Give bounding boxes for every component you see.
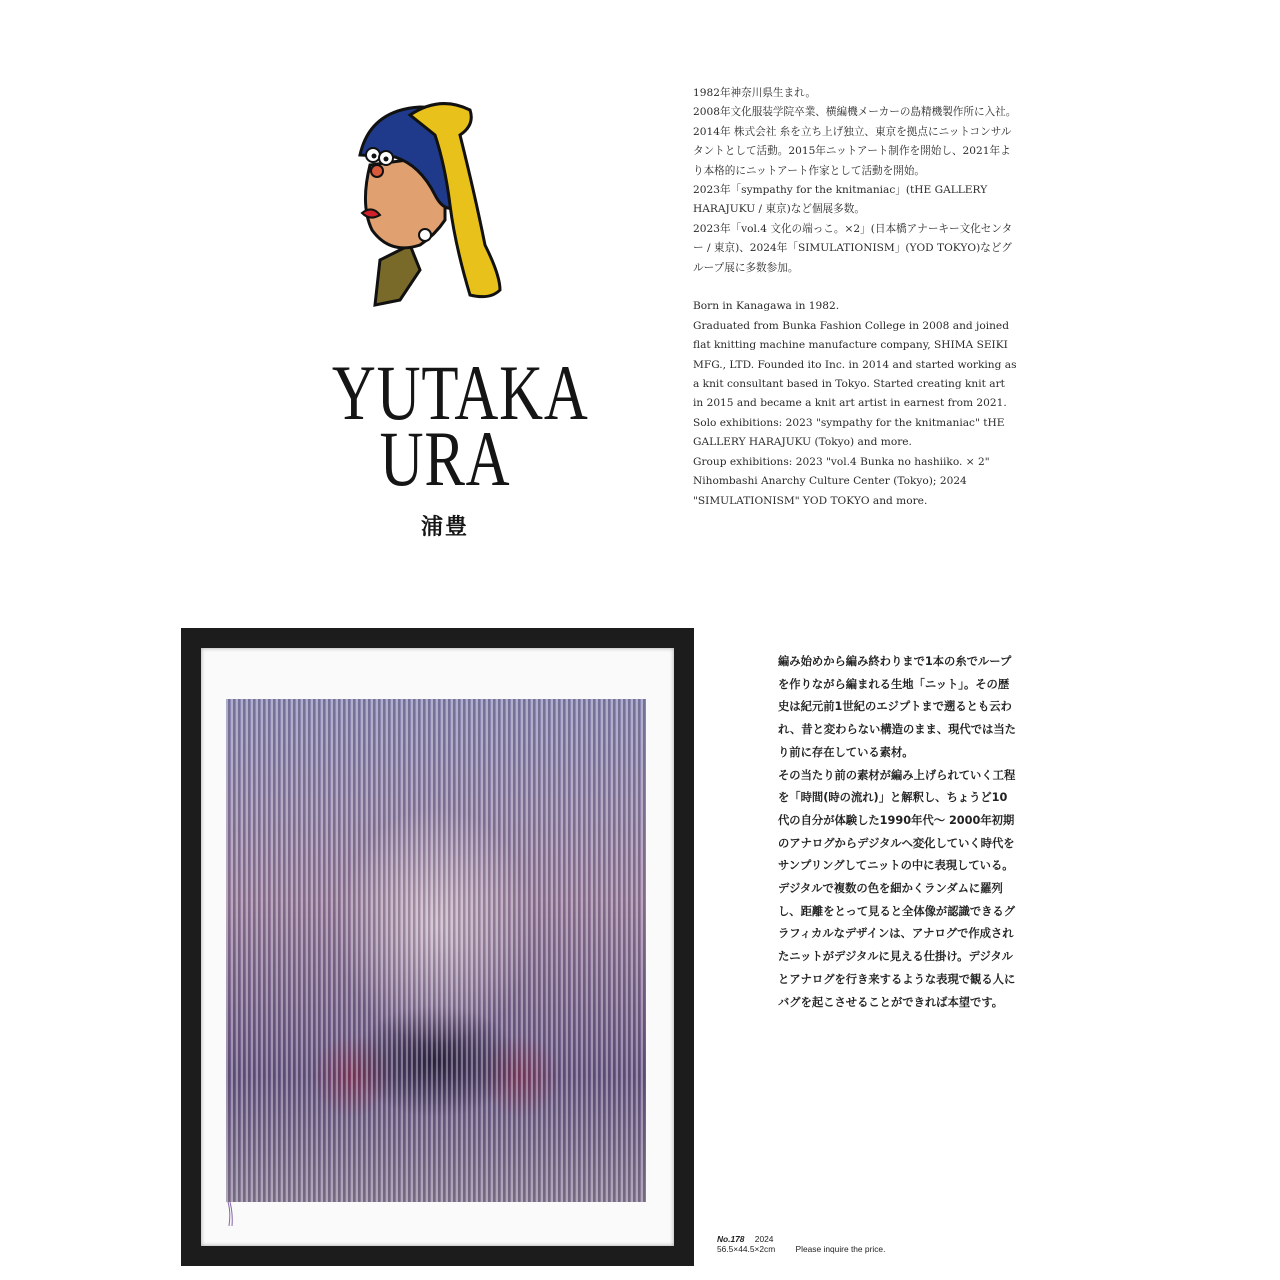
artist-name-kanji: 浦豊 [420,515,469,540]
loose-thread-icon [226,1202,234,1226]
artwork-number: No.178 [717,1234,745,1244]
bio-en-line: Group exhibitions: 2023 "vol.4 Bunka no hashiiko. × 2" Nihombashi Anarchy Culture Center (Tokyo); 2024 "SIMULATIONISM" YOD TOKYO and more. [693,455,990,507]
artwork-price: Please inquire the price. [795,1244,886,1254]
artist-name [331,349,589,502]
statement-paragraph: デジタルで複数の色を細かくランダムに羅列し、距離をとって見ると全体像が認識できるグラフィカルなデザインは、アナログで作成されたニットがデジタルに見える仕掛け。デジタルとアナログを行き来するような表現で観る人にバグを起こさせることができれば本望です。 [778,882,1016,1009]
bio-ja-line: 2023年「vol.4 文化の端っこ。×2」(日本橋アナーキー文化センター / 東京)、2024年「SIMULATIONISM」(YOD TOKYO)などグループ展に多数参加。 [693,222,1013,274]
artwork-caption [717,1234,885,1254]
artist-name-line1: YUTAKA [331,349,589,436]
knit-artwork-image [226,699,646,1202]
statement-paragraph: 編み始めから編み終わりまで1本の糸でループを作りながら編まれる生地「ニット」。その歴史は紀元前1世紀のエジプトまで遡るとも云われ、昔と変わらない構造のまま、現代では当たり前に存在している素材。 [778,655,1016,759]
artwork-frame [181,628,694,1266]
portrait-illustration [350,95,520,310]
artist-bio [693,84,1018,511]
bio-ja-line: 2023年「sympathy for the knitmaniac」(tHE GALLERY HARAJUKU / 東京)など個展多数。 [693,184,988,216]
bio-ja-line: 2008年文化服装学院卒業、横編機メーカーの島精機製作所に入社。2014年 株式会社 糸を立ち上げ独立、東京を拠点にニットコンサルタントとして活動。2015年ニットアート制作を開始し、2021年より本格的にニットアート作家として活動を開始。 [693,106,1017,177]
bio-ja-line: 1982年神奈川県生まれ。 [693,87,816,99]
artwork-size: 56.5×44.5×2cm [717,1244,776,1254]
artwork-year: 2024 [754,1234,774,1244]
bio-en-line: Graduated from Bunka Fashion College in 2008 and joined flat knitting machine manufacture company, SHIMA SEIKI MFG., LTD. Founded ito Inc. in 2014 and started working as a knit consultant based in Tokyo. Started creating knit art in 2015 and became a knit art artist in earnest from 2021. [693,319,1017,410]
artist-statement [778,651,1018,1014]
artist-name-line2: URA [379,415,511,502]
statement-paragraph: その当たり前の素材が編み上げられていく工程を「時間(時の流れ)」と解釈し、ちょうど10代の自分が体験した1990年代〜 2000年初期のアナログからデジタルへ変化していく時代をサンプリングしてニットの中に表現している。 [778,768,1016,873]
bio-en-line: Born in Kanagawa in 1982. [693,300,840,313]
artwork-mat [201,648,674,1246]
bio-en-line: Solo exhibitions: 2023 "sympathy for the knitmaniac" tHE GALLERY HARAJUKU (Tokyo) and more. [693,416,1005,449]
